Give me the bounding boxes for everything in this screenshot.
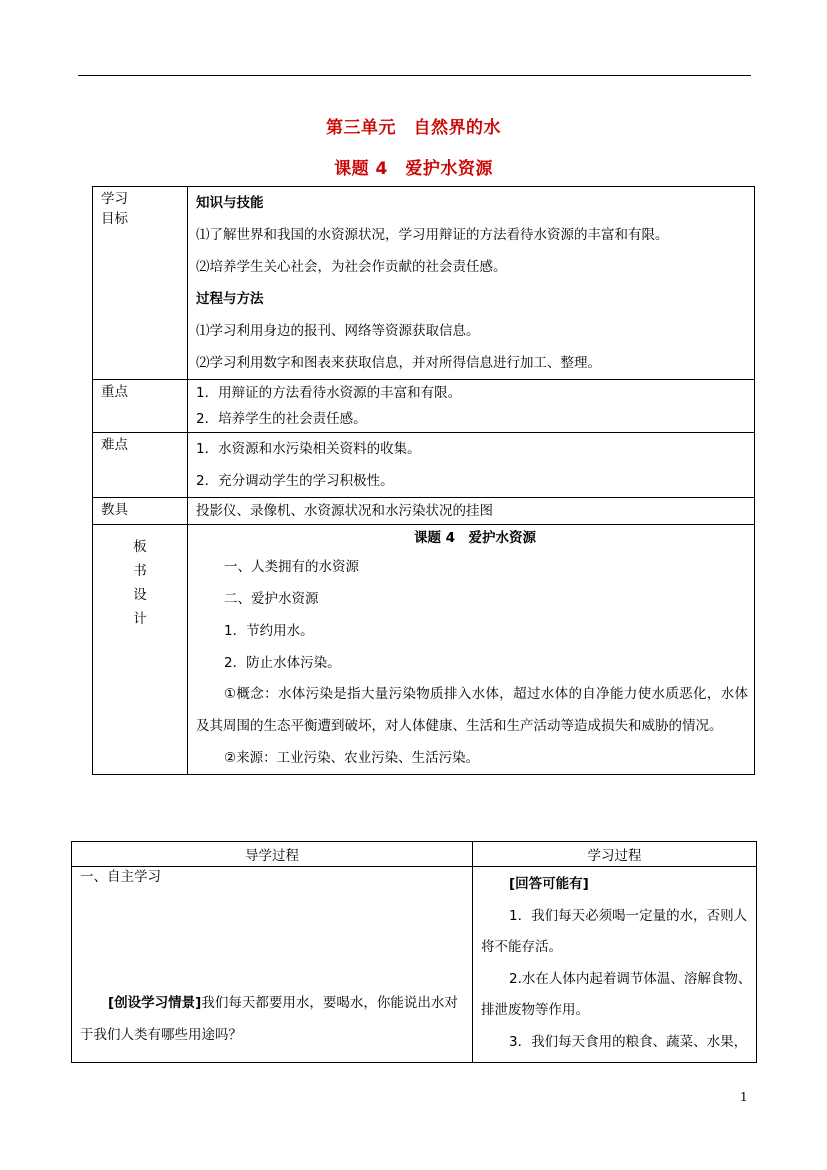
difficult-item: 2．充分调动学生的学习积极性。: [196, 473, 394, 489]
board-label-char: 设: [133, 587, 147, 603]
study-paragraph: 2.水在人体内起着调节体温、溶解食物、排泄废物等作用。: [481, 970, 752, 1018]
spacer: [80, 887, 468, 988]
board-paragraph: ①概念：水体污染是指大量污染物质排入水体，超过水体的自净能力使水质恶化，水体及其周围的生态平衡遭到破坏，对人体健康、生活和生产活动等造成损失和威胁的情况。: [196, 686, 748, 734]
board-content: [188, 525, 755, 775]
guide-heading: 一、自主学习: [80, 869, 161, 885]
lesson-title: 课题 4 爱护水资源: [334, 159, 493, 179]
process-header-row: [72, 842, 757, 867]
goal-item: ⑴了解世界和我国的水资源状况，学习用辩证的方法看待水资源的丰富和有限。: [196, 227, 669, 243]
board-label-char: 板: [133, 539, 147, 555]
guide-text: 我们每天都要用水，要喝水，你能说出水对于我们人类有哪些用途吗？: [80, 995, 458, 1043]
board-label-char: 计: [133, 611, 147, 627]
goals-content: [188, 187, 755, 380]
key-content: [188, 380, 755, 433]
goal-item: ⑵培养学生关心社会，为社会作贡献的社会责任感。: [196, 259, 507, 275]
header-rule: [78, 75, 751, 76]
goals-heading: 过程与方法: [196, 291, 264, 307]
board-line: 二、爱护水资源: [224, 591, 319, 607]
study-heading: [回答可能有]: [509, 876, 589, 892]
goals-label-line: 学习: [101, 191, 128, 207]
col-header-guide: 导学过程: [72, 842, 473, 867]
goals-label: [93, 187, 188, 380]
board-line: ②来源：工业污染、农业污染、生活污染。: [224, 750, 480, 766]
board-line: 1．节约用水。: [224, 623, 314, 639]
goal-item: ⑴学习利用身边的报刊、网络等资源获取信息。: [196, 323, 480, 339]
difficult-content: [188, 433, 755, 498]
board-label: [93, 525, 188, 775]
unit-title: 第三单元 自然界的水: [326, 118, 501, 138]
key-row: [93, 380, 755, 433]
difficult-row: [93, 433, 755, 498]
board-line: 2．防止水体污染。: [224, 655, 341, 671]
process-table: [71, 841, 757, 1063]
guide-paragraph: [80, 988, 468, 1051]
tools-text: 投影仪、录像机、水资源状况和水污染状况的挂图: [196, 503, 493, 519]
study-paragraph: 1．我们每天必须喝一定量的水，否则人将不能存活。: [481, 907, 748, 955]
study-paragraph: 3．我们每天食用的粮食、蔬菜、水果，: [509, 1033, 748, 1050]
difficult-label: 难点: [93, 433, 188, 498]
col-header-study: 学习过程: [473, 842, 757, 867]
key-item: 2．培养学生的社会责任感。: [196, 411, 367, 427]
goals-heading: 知识与技能: [196, 195, 264, 211]
board-line: 一、人类拥有的水资源: [224, 559, 359, 575]
goals-label-line: 目标: [101, 211, 128, 227]
board-title: 课题 4 爱护水资源: [413, 530, 537, 546]
difficult-item: 1．水资源和水污染相关资料的收集。: [196, 441, 421, 457]
key-item: 1．用辩证的方法看待水资源的丰富和有限。: [196, 385, 462, 401]
page-number: 1: [740, 1090, 748, 1104]
goals-row: [93, 187, 755, 380]
process-body-row: [72, 867, 757, 1063]
tools-content: [188, 498, 755, 525]
board-label-char: 书: [133, 563, 147, 579]
tools-row: [93, 498, 755, 525]
guide-label: [创设学习情景]: [108, 995, 202, 1011]
board-row: [93, 525, 755, 775]
key-label: 重点: [93, 380, 188, 433]
guide-cell: [72, 867, 473, 1063]
tools-label: 教具: [93, 498, 188, 525]
lesson-plan-table: [92, 186, 755, 775]
goal-item: ⑵学习利用数字和图表来获取信息，并对所得信息进行加工、整理。: [196, 355, 601, 371]
study-cell: [473, 867, 757, 1063]
